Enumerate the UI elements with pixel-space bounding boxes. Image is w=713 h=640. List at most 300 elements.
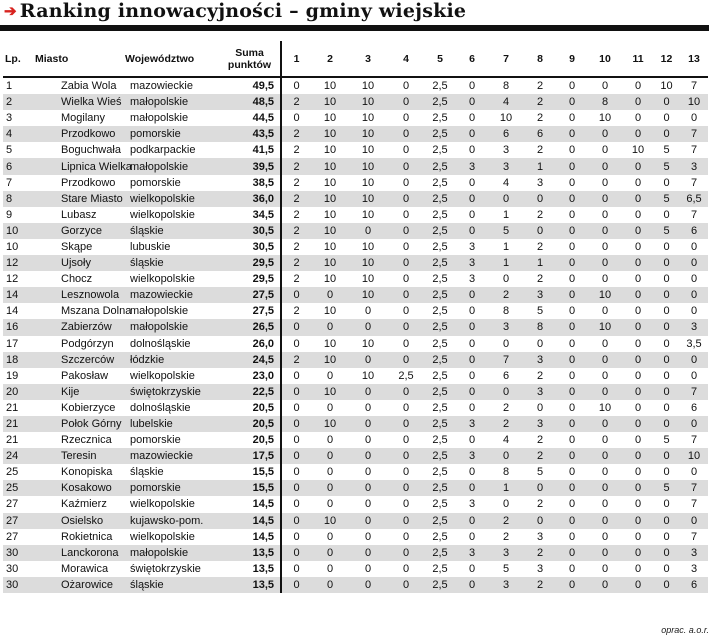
title-rule	[0, 25, 709, 31]
cell-col-2: 10	[323, 112, 337, 125]
cell-col-11: 0	[623, 513, 653, 529]
cell-col-6: 0	[468, 144, 476, 157]
cell-col-7: 0	[502, 498, 510, 511]
cell-col-7: 8	[502, 80, 510, 93]
cell-col-10: 0	[601, 369, 609, 382]
cell-col-3: 0	[364, 562, 372, 575]
cell-col-12: 5	[653, 191, 680, 207]
cell-col-3: 0	[364, 530, 372, 543]
cell-col-6: 0	[468, 401, 476, 414]
cell-col-13: 0	[680, 255, 708, 271]
cell-miasto: Wielka Wieś	[31, 94, 121, 110]
cell-col-12: 0	[663, 337, 670, 350]
cell-col-3: 10	[349, 255, 387, 271]
cell-wojewodztwo: małopolskie	[121, 158, 219, 174]
cell-col-7: 1	[489, 255, 523, 271]
cell-wojewodztwo: świętokrzyskie	[130, 562, 201, 575]
table-row	[3, 513, 708, 529]
cell-col-8: 2	[536, 240, 544, 253]
cell-lp: 3	[6, 112, 13, 125]
cell-col-1: 2	[281, 126, 311, 142]
cell-col-9: 0	[568, 434, 576, 447]
cell-col-8: 3	[523, 352, 557, 368]
cell-col-10: 0	[601, 305, 609, 318]
cell-col-10: 0	[601, 434, 609, 447]
cell-miasto: Skąpe	[61, 240, 93, 253]
cell-col-11: 0	[634, 562, 642, 575]
cell-miasto: Zabierzów	[31, 319, 121, 335]
cell-col-13: 3	[680, 158, 708, 174]
cell-lp: 21	[3, 416, 31, 432]
ranking-table	[3, 41, 708, 593]
cell-col-7: 2	[489, 513, 523, 529]
page-title	[4, 0, 466, 22]
cell-col-2: 10	[323, 273, 337, 286]
cell-col-4: 2,5	[398, 369, 414, 382]
cell-miasto: Lipnica Wielka	[31, 158, 121, 174]
cell-col-10: 0	[601, 208, 609, 221]
cell-col-13: 10	[680, 448, 708, 464]
cell-col-10: 10	[598, 401, 612, 414]
table-row	[3, 352, 708, 368]
table-row	[3, 432, 708, 448]
cell-miasto: Kije	[31, 384, 121, 400]
cell-lp: 1	[6, 80, 13, 93]
header-col-4: 4	[403, 52, 409, 65]
cell-suma: 15,5	[252, 466, 274, 479]
cell-lp: 25	[3, 480, 31, 496]
cell-wojewodztwo: małopolskie	[121, 319, 219, 335]
cell-suma: 22,5	[219, 384, 281, 400]
cell-wojewodztwo: pomorskie	[121, 126, 219, 142]
cell-col-12: 0	[663, 530, 670, 543]
cell-col-6: 0	[468, 208, 476, 221]
cell-col-3: 10	[361, 369, 375, 382]
cell-col-6: 0	[455, 223, 489, 239]
cell-lp: 21	[6, 401, 19, 414]
cell-col-9: 0	[568, 401, 576, 414]
cell-col-5: 2,5	[425, 384, 455, 400]
cell-col-13: 0	[680, 513, 708, 529]
cell-wojewodztwo: lubuskie	[130, 240, 171, 253]
cell-col-11: 0	[623, 255, 653, 271]
cell-col-11: 0	[623, 287, 653, 303]
cell-col-5: 2,5	[432, 337, 448, 350]
cell-col-11: 0	[634, 498, 642, 511]
cell-miasto: Ujsoły	[31, 255, 121, 271]
cell-col-12: 10	[660, 80, 673, 93]
cell-col-6: 0	[455, 577, 489, 593]
cell-col-10: 0	[601, 144, 609, 157]
cell-col-7: 2	[502, 401, 510, 414]
cell-col-1: 2	[281, 142, 311, 158]
cell-col-2: 10	[311, 94, 349, 110]
cell-suma: 14,5	[252, 498, 274, 511]
table-row	[3, 480, 708, 496]
cell-miasto: Pakosław	[61, 369, 109, 382]
cell-suma: 34,5	[252, 208, 274, 221]
cell-col-1: 0	[281, 400, 311, 416]
cell-wojewodztwo: małopolskie	[121, 545, 219, 561]
cell-col-13: 3	[680, 545, 708, 561]
cell-col-10: 0	[601, 530, 609, 543]
cell-col-13: 7	[690, 80, 698, 93]
table-row	[3, 239, 708, 255]
cell-col-2: 10	[311, 255, 349, 271]
cell-suma: 20,5	[252, 434, 274, 447]
cell-col-2: 10	[323, 240, 337, 253]
cell-wojewodztwo: wielkopolskie	[130, 369, 195, 382]
cell-col-6: 0	[455, 94, 489, 110]
cell-col-12: 5	[653, 158, 680, 174]
cell-col-7: 5	[489, 223, 523, 239]
cell-lp: 30	[3, 545, 31, 561]
cell-col-11: 0	[623, 94, 653, 110]
cell-col-12: 0	[653, 384, 680, 400]
cell-col-7: 5	[502, 562, 510, 575]
cell-col-3: 0	[364, 466, 372, 479]
cell-col-13: 7	[680, 126, 708, 142]
cell-col-4: 0	[387, 94, 425, 110]
cell-col-4: 0	[402, 466, 410, 479]
cell-col-5: 2,5	[432, 240, 448, 253]
cell-col-3: 0	[349, 223, 387, 239]
cell-lp: 2	[3, 94, 31, 110]
cell-col-11: 0	[623, 191, 653, 207]
cell-col-3: 10	[361, 208, 375, 221]
cell-col-1: 0	[281, 416, 311, 432]
cell-col-10: 10	[587, 319, 623, 335]
cell-wojewodztwo: mazowieckie	[121, 287, 219, 303]
cell-col-6: 0	[468, 80, 476, 93]
cell-col-4: 0	[402, 562, 410, 575]
cell-col-12: 0	[663, 208, 670, 221]
cell-col-12: 0	[663, 369, 670, 382]
cell-suma: 29,5	[219, 255, 281, 271]
cell-col-5: 2,5	[425, 513, 455, 529]
header-wojewodztwo: Województwo	[125, 52, 195, 65]
cell-wojewodztwo: wielkopolskie	[130, 273, 195, 286]
cell-col-9: 0	[568, 530, 576, 543]
cell-col-12: 0	[653, 416, 680, 432]
cell-col-11: 0	[623, 352, 653, 368]
cell-col-12: 0	[653, 126, 680, 142]
cell-col-6: 0	[468, 562, 476, 575]
cell-col-8: 0	[523, 223, 557, 239]
cell-col-4: 0	[387, 126, 425, 142]
cell-wojewodztwo: łódzkie	[121, 352, 219, 368]
cell-wojewodztwo: mazowieckie	[130, 80, 193, 93]
cell-col-8: 0	[536, 337, 544, 350]
cell-col-5: 2,5	[432, 434, 448, 447]
cell-col-5: 2,5	[432, 562, 448, 575]
cell-col-4: 0	[402, 434, 410, 447]
cell-col-11: 0	[634, 112, 642, 125]
cell-lp: 19	[6, 369, 19, 382]
cell-col-10: 0	[601, 80, 609, 93]
cell-col-10: 10	[587, 287, 623, 303]
cell-col-10: 0	[601, 273, 609, 286]
cell-col-8: 8	[523, 319, 557, 335]
cell-col-7: 1	[489, 480, 523, 496]
cell-wojewodztwo: śląskie	[121, 223, 219, 239]
table-header-row	[3, 41, 708, 77]
cell-col-3: 0	[349, 480, 387, 496]
cell-col-6: 3	[468, 273, 476, 286]
cell-col-10: 0	[587, 255, 623, 271]
cell-col-11: 0	[634, 305, 642, 318]
cell-col-3: 0	[364, 305, 372, 318]
cell-col-6: 3	[455, 255, 489, 271]
cell-col-3: 10	[349, 158, 387, 174]
cell-wojewodztwo: śląskie	[130, 466, 164, 479]
cell-col-11: 0	[634, 466, 642, 479]
cell-wojewodztwo: dolnośląskie	[130, 337, 191, 350]
cell-col-2: 10	[311, 191, 349, 207]
cell-col-6: 0	[468, 112, 476, 125]
cell-col-2: 0	[311, 480, 349, 496]
cell-col-5: 2,5	[432, 273, 448, 286]
cell-col-11: 0	[623, 416, 653, 432]
cell-col-4: 0	[387, 352, 425, 368]
cell-suma: 41,5	[252, 144, 274, 157]
cell-col-8: 1	[523, 158, 557, 174]
cell-col-11: 0	[634, 401, 642, 414]
cell-lp: 17	[6, 337, 19, 350]
cell-col-4: 0	[387, 191, 425, 207]
cell-col-7: 3	[489, 319, 523, 335]
cell-suma: 26,0	[252, 337, 274, 350]
cell-col-5: 2,5	[425, 158, 455, 174]
cell-col-2: 10	[311, 158, 349, 174]
cell-col-5: 2,5	[425, 255, 455, 271]
cell-lp: 6	[3, 158, 31, 174]
cell-col-8: 3	[536, 176, 544, 189]
cell-col-1: 2	[281, 352, 311, 368]
cell-col-5: 2,5	[432, 401, 448, 414]
cell-col-13: 6	[680, 223, 708, 239]
cell-col-6: 0	[468, 176, 476, 189]
cell-suma: 27,5	[252, 305, 274, 318]
cell-col-9: 0	[557, 448, 587, 464]
cell-col-9: 0	[568, 240, 576, 253]
cell-suma: 14,5	[252, 530, 274, 543]
cell-miasto: Kosakowo	[31, 480, 121, 496]
table-row	[3, 223, 708, 239]
cell-miasto: Rokietnica	[61, 530, 113, 543]
cell-col-4: 0	[402, 240, 410, 253]
cell-col-5: 2,5	[432, 144, 448, 157]
cell-col-3: 0	[349, 319, 387, 335]
cell-col-8: 2	[536, 369, 544, 382]
header-col-8: 8	[537, 52, 543, 65]
cell-col-1: 0	[281, 513, 311, 529]
cell-col-1: 2	[281, 94, 311, 110]
cell-col-8: 2	[536, 208, 544, 221]
cell-col-5: 2,5	[425, 577, 455, 593]
cell-col-11: 0	[623, 223, 653, 239]
cell-col-3: 0	[349, 545, 387, 561]
cell-col-5: 2,5	[425, 191, 455, 207]
table-row	[3, 142, 708, 158]
cell-col-7: 4	[502, 176, 510, 189]
cell-col-5: 2,5	[425, 352, 455, 368]
cell-col-8: 0	[523, 480, 557, 496]
cell-col-6: 0	[455, 287, 489, 303]
cell-lp: 21	[6, 434, 19, 447]
cell-lp: 14	[6, 305, 19, 318]
table-body	[3, 77, 708, 593]
cell-col-4: 0	[387, 158, 425, 174]
cell-col-4: 0	[402, 530, 410, 543]
cell-col-3: 0	[364, 434, 372, 447]
cell-col-1: 0	[281, 319, 311, 335]
cell-col-13: 10	[680, 94, 708, 110]
header-col-5: 5	[437, 52, 443, 65]
cell-col-8: 5	[536, 466, 544, 479]
cell-miasto: Kobierzyce	[61, 401, 116, 414]
table-row	[3, 77, 708, 94]
cell-col-5: 2,5	[425, 319, 455, 335]
header-lp: Lp.	[5, 52, 21, 65]
cell-lp: 27	[3, 513, 31, 529]
table-row	[3, 400, 708, 416]
cell-lp: 10	[3, 223, 31, 239]
cell-col-7: 3	[489, 577, 523, 593]
cell-col-11: 0	[623, 126, 653, 142]
cell-col-12: 0	[653, 255, 680, 271]
cell-col-13: 7	[680, 384, 708, 400]
cell-col-2: 0	[326, 369, 334, 382]
cell-col-1: 0	[281, 448, 311, 464]
cell-col-4: 0	[387, 255, 425, 271]
cell-suma: 39,5	[219, 158, 281, 174]
table-row	[3, 384, 708, 400]
header-miasto: Miasto	[35, 52, 69, 65]
cell-col-1: 0	[281, 529, 311, 545]
cell-col-9: 0	[557, 513, 587, 529]
cell-col-9: 0	[557, 416, 587, 432]
cell-col-5: 2,5	[425, 126, 455, 142]
cell-col-8: 5	[536, 305, 544, 318]
cell-col-4: 0	[387, 448, 425, 464]
cell-col-10: 0	[587, 545, 623, 561]
cell-lp: 27	[6, 530, 19, 543]
header-col-11: 11	[632, 52, 644, 65]
cell-col-8: 2	[536, 80, 544, 93]
cell-col-2: 10	[323, 176, 337, 189]
table-row	[3, 126, 708, 142]
cell-col-8: 2	[523, 448, 557, 464]
cell-col-7: 3	[489, 158, 523, 174]
cell-col-4: 0	[402, 176, 410, 189]
cell-col-4: 0	[387, 513, 425, 529]
cell-wojewodztwo: pomorskie	[130, 434, 181, 447]
cell-col-9: 0	[568, 208, 576, 221]
cell-col-6: 0	[455, 352, 489, 368]
cell-col-3: 10	[361, 80, 375, 93]
cell-col-6: 0	[468, 305, 476, 318]
cell-suma: 13,5	[219, 577, 281, 593]
cell-suma: 30,5	[252, 240, 274, 253]
cell-col-7: 2	[502, 530, 510, 543]
cell-col-9: 0	[568, 176, 576, 189]
cell-col-7: 0	[489, 448, 523, 464]
cell-miasto: Konopiska	[61, 466, 113, 479]
cell-col-10: 0	[587, 158, 623, 174]
cell-col-11: 0	[623, 448, 653, 464]
cell-col-3: 10	[349, 287, 387, 303]
cell-col-9: 0	[557, 94, 587, 110]
cell-col-3: 0	[349, 513, 387, 529]
cell-suma: 26,5	[219, 319, 281, 335]
cell-col-5: 2,5	[432, 176, 448, 189]
cell-col-2: 0	[311, 319, 349, 335]
cell-col-1: 2	[281, 255, 311, 271]
cell-wojewodztwo: śląskie	[121, 255, 219, 271]
cell-col-1: 2	[281, 271, 311, 287]
cell-col-1: 2	[281, 303, 311, 319]
cell-col-9: 0	[568, 144, 576, 157]
cell-col-3: 0	[364, 401, 372, 414]
cell-col-4: 0	[402, 305, 410, 318]
table-row	[3, 303, 708, 319]
cell-col-2: 10	[323, 305, 337, 318]
cell-col-4: 0	[387, 287, 425, 303]
cell-col-4: 0	[402, 144, 410, 157]
cell-col-9: 0	[557, 223, 587, 239]
cell-col-4: 0	[402, 208, 410, 221]
cell-col-9: 0	[557, 384, 587, 400]
cell-lp: 16	[3, 319, 31, 335]
cell-suma: 24,5	[219, 352, 281, 368]
cell-col-6: 3	[455, 545, 489, 561]
header-col-7: 7	[503, 52, 509, 65]
cell-wojewodztwo: mazowieckie	[121, 448, 219, 464]
cell-col-2: 10	[323, 144, 337, 157]
cell-col-10: 0	[587, 384, 623, 400]
cell-miasto: Morawica	[61, 562, 109, 575]
cell-col-2: 0	[326, 401, 334, 414]
cell-col-5: 2,5	[432, 208, 448, 221]
cell-miasto: Lubasz	[61, 208, 97, 221]
cell-col-1: 2	[281, 175, 311, 191]
cell-col-11: 0	[634, 337, 642, 350]
cell-suma: 23,0	[252, 369, 274, 382]
cell-col-4: 0	[402, 337, 410, 350]
table-row	[3, 158, 708, 174]
cell-col-13: 3,5	[686, 337, 702, 350]
cell-miasto: Rzecznica	[61, 434, 112, 447]
cell-miasto: Przodkowo	[31, 126, 121, 142]
cell-miasto: Teresin	[31, 448, 121, 464]
table-row	[3, 448, 708, 464]
cell-wojewodztwo: wielkopolskie	[130, 530, 195, 543]
cell-col-1: 0	[281, 336, 311, 352]
cell-col-12: 0	[653, 513, 680, 529]
cell-col-8: 0	[536, 401, 544, 414]
cell-col-1: 0	[281, 432, 311, 448]
table-row	[3, 336, 708, 352]
cell-col-11: 0	[634, 530, 642, 543]
cell-wojewodztwo: pomorskie	[121, 480, 219, 496]
cell-col-8: 0	[523, 191, 557, 207]
cell-col-2: 0	[326, 562, 334, 575]
cell-col-8: 2	[523, 94, 557, 110]
cell-col-10: 0	[587, 416, 623, 432]
cell-col-4: 0	[402, 498, 410, 511]
cell-col-8: 2	[536, 112, 544, 125]
